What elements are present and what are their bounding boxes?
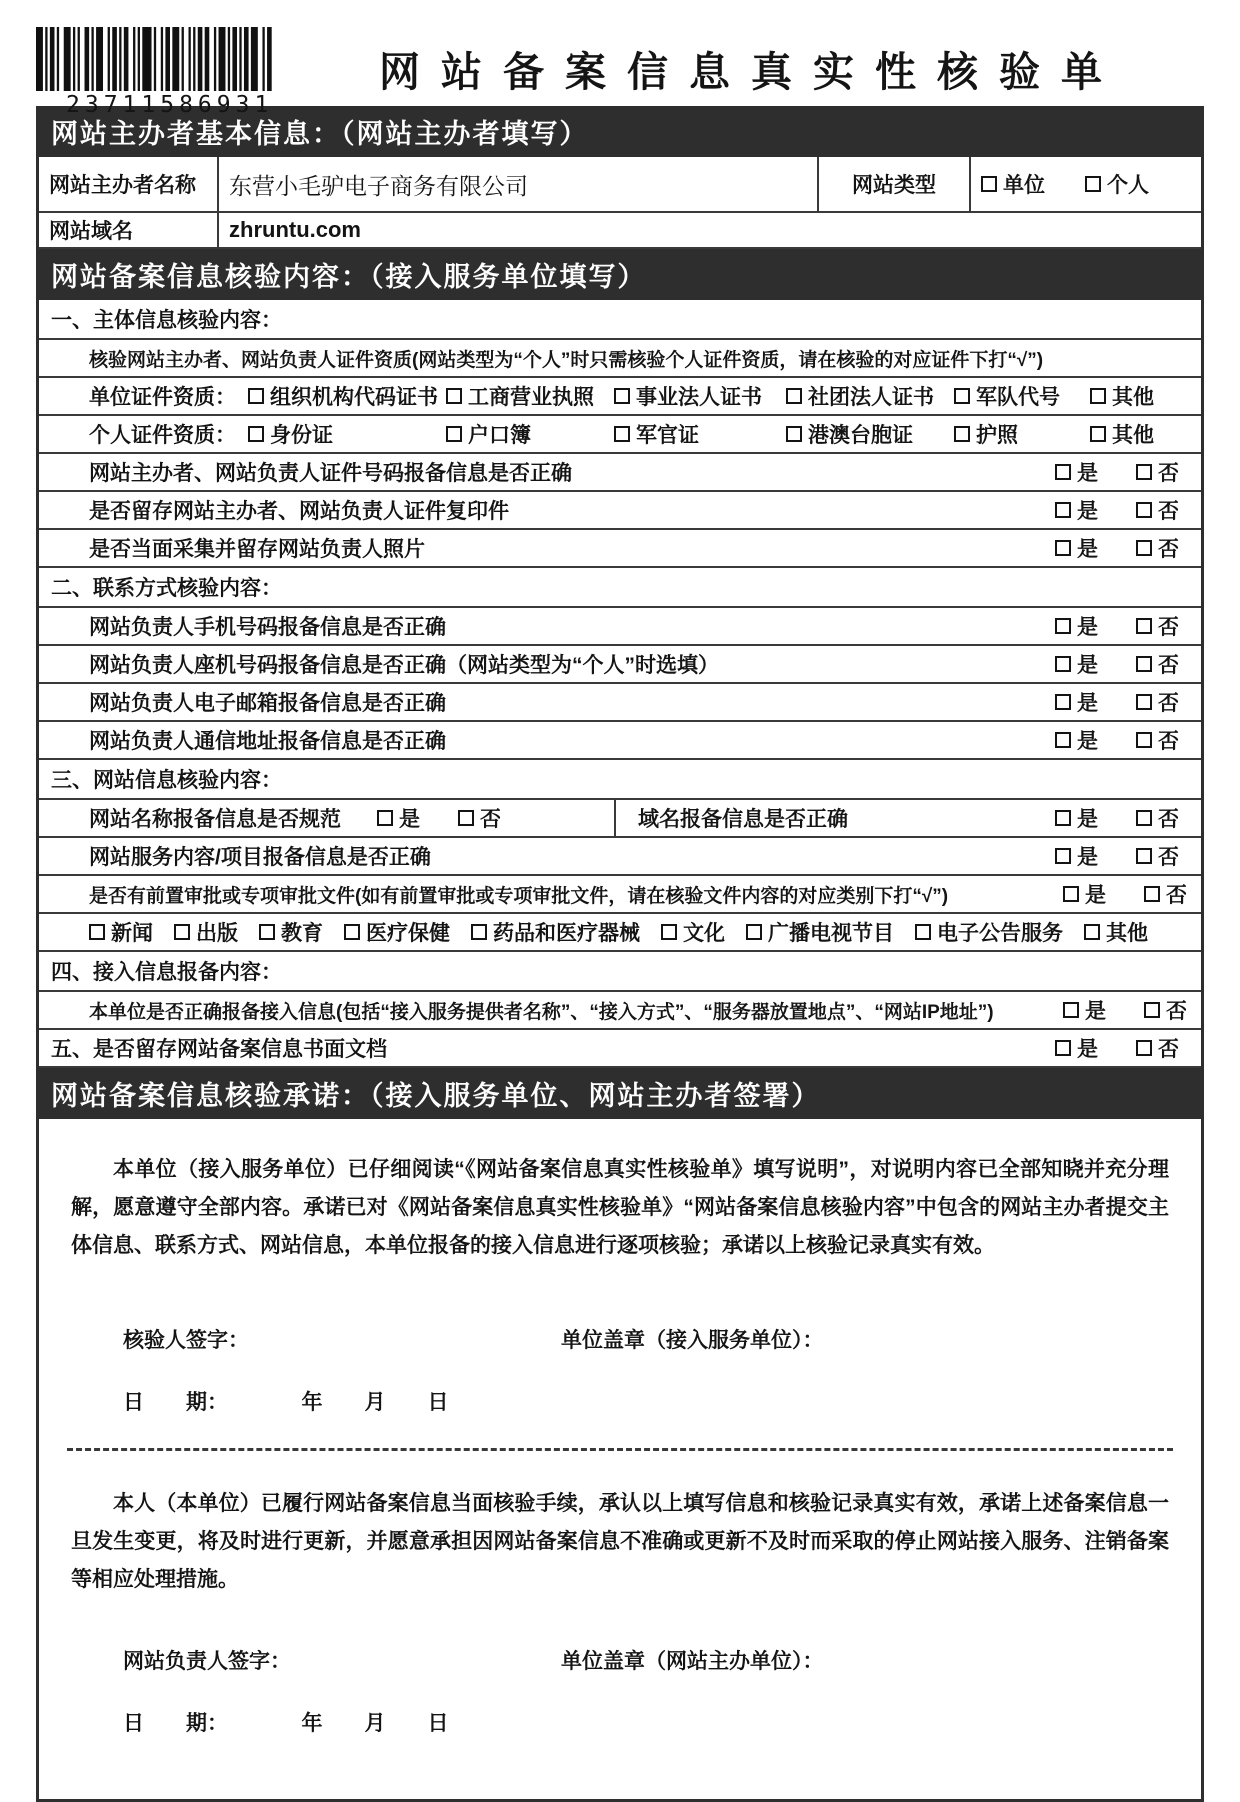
option-label: 新闻 — [111, 922, 153, 945]
section-header-commitment — [39, 1068, 1201, 1119]
option-label: 是 — [1077, 616, 1098, 639]
question-cert-copy: 是否留存网站主办者、网站负责人证件复印件 — [89, 500, 509, 523]
option-label: 其他 — [1106, 922, 1148, 945]
checkbox-option[interactable] — [614, 381, 786, 411]
category-options — [39, 915, 1201, 949]
no-checkbox-option[interactable] — [1144, 995, 1187, 1025]
no-checkbox-option[interactable] — [1136, 841, 1179, 871]
option-label: 否 — [1158, 692, 1179, 715]
checkbox-icon[interactable] — [1090, 426, 1106, 442]
option-label: 是 — [1077, 808, 1098, 831]
no-checkbox-option[interactable] — [1136, 803, 1179, 833]
option-label: 是 — [1077, 538, 1098, 561]
option-label: 军队代号 — [976, 386, 1060, 409]
yes-no-group — [1063, 995, 1201, 1025]
verification-form — [36, 106, 1204, 1802]
site-type-label: 网站类型 — [817, 157, 969, 211]
checkbox-icon[interactable] — [1055, 618, 1071, 634]
option-label: 港澳台胞证 — [808, 424, 913, 447]
option-label: 否 — [1166, 1000, 1187, 1023]
question-service: 网站服务内容/项目报备信息是否正确 — [89, 846, 431, 869]
checkbox-option[interactable] — [786, 419, 954, 449]
row-domain — [39, 213, 1201, 249]
yes-checkbox-option[interactable] — [1055, 533, 1098, 563]
checkbox-icon[interactable] — [1055, 464, 1071, 480]
yes-no-group — [1055, 457, 1201, 487]
yes-checkbox-option[interactable] — [1055, 457, 1098, 487]
option-label: 否 — [1158, 730, 1179, 753]
checkbox-icon[interactable] — [1136, 618, 1152, 634]
commitment-box — [39, 1119, 1201, 1799]
checkbox-icon[interactable] — [1063, 886, 1079, 902]
option-label: 文化 — [683, 922, 725, 945]
cert-note-text: 核验网站主办者、网站负责人证件资质(网站类型为“个人”时只需核验个人证件资质，请在核验的对应证件下打“√”) — [89, 349, 1044, 371]
personal-cert-options — [246, 419, 1201, 449]
yes-checkbox-option[interactable] — [377, 803, 420, 833]
section-header-commitment-text: 网站备案信息核验承诺：（接入服务单位、网站主办者签署） — [51, 1081, 821, 1111]
checkbox-icon[interactable] — [446, 388, 462, 404]
date-line-2: 日 期： 年 月 日 — [123, 1712, 449, 1736]
dashed-divider — [67, 1448, 1173, 1451]
checkbox-option[interactable] — [786, 381, 954, 411]
option-label: 出版 — [196, 922, 238, 945]
checkbox-option[interactable] — [446, 381, 614, 411]
domain-label: 网站域名 — [49, 220, 133, 243]
yes-no-group — [1055, 841, 1201, 871]
section-4-title: 四、接入信息报备内容： — [51, 961, 282, 984]
option-label: 其他 — [1112, 386, 1154, 409]
yes-checkbox-option[interactable] — [1055, 1033, 1098, 1063]
checkbox-icon[interactable] — [1136, 732, 1152, 748]
no-checkbox-option[interactable] — [1136, 1033, 1179, 1063]
checkbox-icon[interactable] — [1136, 502, 1152, 518]
checkbox-icon[interactable] — [1144, 886, 1160, 902]
row-cert-note — [39, 340, 1201, 378]
no-checkbox-option[interactable] — [458, 803, 501, 833]
checkbox-icon[interactable] — [446, 426, 462, 442]
section-header-verify-content — [39, 249, 1201, 300]
yes-no-group — [1055, 687, 1201, 717]
checkbox-icon[interactable] — [1055, 848, 1071, 864]
checkbox-icon[interactable] — [661, 924, 677, 940]
checkbox-icon[interactable] — [1055, 810, 1071, 826]
yes-checkbox-option[interactable] — [1055, 611, 1098, 641]
checkbox-icon[interactable] — [1055, 732, 1071, 748]
checkbox-option[interactable] — [915, 917, 1063, 947]
option-label: 否 — [1158, 616, 1179, 639]
option-label: 是 — [399, 808, 420, 831]
option-label: 单位 — [1003, 174, 1045, 197]
checkbox-icon[interactable] — [248, 388, 264, 404]
checkbox-icon[interactable] — [1085, 176, 1101, 192]
row-section-4-title — [39, 952, 1201, 992]
checkbox-option[interactable] — [1084, 917, 1148, 947]
checkbox-icon[interactable] — [1136, 810, 1152, 826]
option-label: 是 — [1077, 846, 1098, 869]
yes-checkbox-option[interactable] — [1055, 803, 1098, 833]
row-personal-cert — [39, 416, 1201, 454]
checkbox-icon[interactable] — [1136, 848, 1152, 864]
option-label: 否 — [1158, 808, 1179, 831]
option-label: 事业法人证书 — [636, 386, 762, 409]
option-label: 身份证 — [270, 424, 333, 447]
checkbox-icon[interactable] — [89, 924, 105, 940]
option-label: 否 — [1166, 884, 1187, 907]
organizer-seal-label: 单位盖章（网站主办单位）： — [561, 1650, 824, 1674]
section-1-title: 一、主体信息核验内容： — [51, 309, 282, 332]
yes-no-group — [1055, 533, 1201, 563]
yes-checkbox-option[interactable] — [1055, 495, 1098, 525]
option-label: 是 — [1085, 884, 1106, 907]
option-label: 其他 — [1112, 424, 1154, 447]
checkbox-icon[interactable] — [344, 924, 360, 940]
option-label: 组织机构代码证书 — [270, 386, 438, 409]
option-label: 否 — [1158, 462, 1179, 485]
row-mobile-correct — [39, 608, 1201, 646]
checkbox-icon[interactable] — [954, 388, 970, 404]
checkbox-option[interactable] — [614, 419, 786, 449]
checkbox-icon[interactable] — [786, 388, 802, 404]
checkbox-option[interactable] — [174, 917, 238, 947]
yes-no-group — [1063, 879, 1201, 909]
option-label: 否 — [1158, 538, 1179, 561]
checkbox-option[interactable] — [954, 381, 1090, 411]
yes-no-group — [1055, 495, 1201, 525]
option-label: 否 — [1158, 846, 1179, 869]
checkbox-option[interactable] — [259, 917, 323, 947]
site-type-options — [969, 157, 1201, 211]
yes-no-group — [377, 803, 529, 833]
yes-checkbox-option[interactable] — [1063, 879, 1106, 909]
question-email: 网站负责人电子邮箱报备信息是否正确 — [89, 692, 446, 715]
domain-value: zhruntu.com — [217, 213, 1201, 247]
row-section-2-title — [39, 568, 1201, 608]
checkbox-icon[interactable] — [377, 810, 393, 826]
date-line-1: 日 期： 年 月 日 — [123, 1390, 449, 1414]
option-label: 是 — [1077, 500, 1098, 523]
option-label: 个人 — [1107, 174, 1149, 197]
checkbox-option[interactable] — [248, 381, 446, 411]
checkbox-icon[interactable] — [471, 924, 487, 940]
yes-checkbox-option[interactable] — [1063, 995, 1106, 1025]
unit-cert-options — [246, 381, 1201, 411]
question-mobile: 网站负责人手机号码报备信息是否正确 — [89, 616, 446, 639]
checkbox-icon[interactable] — [614, 388, 630, 404]
site-manager-signature-label: 网站负责人签字： — [123, 1650, 291, 1674]
row-category-options — [39, 914, 1201, 952]
checkbox-icon[interactable] — [1084, 924, 1100, 940]
checkbox-icon[interactable] — [1055, 656, 1071, 672]
checkbox-option[interactable] — [661, 917, 725, 947]
barcode — [36, 27, 274, 91]
checkbox-option[interactable] — [1090, 419, 1154, 449]
yes-checkbox-option[interactable] — [1055, 687, 1098, 717]
no-checkbox-option[interactable] — [1136, 687, 1179, 717]
checkbox-icon[interactable] — [614, 426, 630, 442]
domain-ok-half — [616, 803, 1201, 833]
question-landline: 网站负责人座机号码报备信息是否正确（网站类型为“个人”时选填） — [89, 654, 719, 677]
checkbox-icon[interactable] — [458, 810, 474, 826]
option-label: 否 — [1158, 654, 1179, 677]
row-site-name-and-domain — [39, 800, 1201, 838]
signature-row-2 — [65, 1645, 1175, 1675]
section-header-basic-info-text: 网站主办者基本信息：（网站主办者填写） — [51, 119, 589, 149]
checkbox-icon[interactable] — [1136, 464, 1152, 480]
checkbox-icon[interactable] — [981, 176, 997, 192]
section-header-basic-info — [39, 106, 1201, 157]
checkbox-icon[interactable] — [1055, 502, 1071, 518]
question-photo: 是否当面采集并留存网站负责人照片 — [89, 538, 425, 561]
option-label: 否 — [480, 808, 501, 831]
checkbox-icon[interactable] — [1063, 1002, 1079, 1018]
question-site-name: 网站名称报备信息是否规范 — [89, 808, 341, 831]
checkbox-icon[interactable] — [1136, 540, 1152, 556]
row-organizer-name — [39, 157, 1201, 213]
checkbox-option[interactable] — [1085, 169, 1149, 199]
checkbox-icon[interactable] — [786, 426, 802, 442]
option-label: 是 — [1085, 1000, 1106, 1023]
signature-row-1 — [65, 1324, 1175, 1354]
checkbox-icon[interactable] — [915, 924, 931, 940]
question-cert-number: 网站主办者、网站负责人证件号码报备信息是否正确 — [89, 462, 572, 485]
row-photo-collected — [39, 530, 1201, 568]
barcode-number: 23711586931 — [66, 92, 274, 118]
option-label: 教育 — [281, 922, 323, 945]
yes-no-group — [1055, 803, 1201, 833]
question-domain-ok: 域名报备信息是否正确 — [638, 808, 848, 831]
row-access-info — [39, 992, 1201, 1030]
checkbox-option[interactable] — [1090, 381, 1154, 411]
no-checkbox-option[interactable] — [1136, 495, 1179, 525]
checkbox-icon[interactable] — [1136, 656, 1152, 672]
organizer-name-label: 网站主办者名称 — [49, 174, 196, 197]
option-label: 是 — [1077, 1038, 1098, 1061]
section-5-title: 五、是否留存网站备案信息书面文档 — [51, 1038, 387, 1061]
row-address-correct — [39, 722, 1201, 760]
option-label: 是 — [1077, 462, 1098, 485]
no-checkbox-option[interactable] — [1136, 533, 1179, 563]
checkbox-icon[interactable] — [1055, 540, 1071, 556]
question-access: 本单位是否正确报备接入信息(包括“接入服务提供者名称”、“接入方式”、“服务器放置地点”、“网站IP地址”) — [89, 1001, 994, 1023]
checkbox-icon[interactable] — [1055, 694, 1071, 710]
commitment-paragraph-1: 本单位（接入服务单位）已仔细阅读“《网站备案信息真实性核验单》填写说明”，对说明内容已全部知晓并充分理解，愿意遵守全部内容。承诺已对《网站备案信息真实性核验单》“网站备案信息核验内容”中包含的网站主办者提交主体信息、联系方式、网站信息，本单位报备的接入信息进行逐项核验；承诺以上核验记录真实有效。 — [71, 1158, 1169, 1258]
page-header — [36, 0, 1204, 118]
no-checkbox-option[interactable] — [1136, 611, 1179, 641]
yes-checkbox-option[interactable] — [1055, 725, 1098, 755]
row-preapproval — [39, 876, 1201, 914]
row-email-correct — [39, 684, 1201, 722]
option-label: 是 — [1077, 730, 1098, 753]
organizer-name-value: 东营小毛驴电子商务有限公司 — [217, 157, 817, 211]
page-title: 网站备案信息真实性核验单 — [379, 49, 1123, 95]
option-label: 是 — [1077, 692, 1098, 715]
no-checkbox-option[interactable] — [1136, 725, 1179, 755]
row-unit-cert — [39, 378, 1201, 416]
row-section-3-title — [39, 760, 1201, 800]
checkbox-option[interactable] — [344, 917, 450, 947]
access-provider-seal-label: 单位盖章（接入服务单位）： — [561, 1328, 824, 1352]
checkbox-option[interactable] — [446, 419, 614, 449]
question-address: 网站负责人通信地址报备信息是否正确 — [89, 730, 446, 753]
no-checkbox-option[interactable] — [1136, 649, 1179, 679]
no-checkbox-option[interactable] — [1144, 879, 1187, 909]
unit-cert-label: 单位证件资质： — [89, 386, 236, 409]
checkbox-option[interactable] — [954, 419, 1090, 449]
option-label: 护照 — [976, 424, 1018, 447]
yes-no-group — [1055, 1033, 1201, 1063]
checkbox-icon[interactable] — [174, 924, 190, 940]
verifier-signature-label: 核验人签字： — [123, 1328, 249, 1352]
option-label: 药品和医疗器械 — [493, 922, 640, 945]
checkbox-option[interactable] — [89, 917, 153, 947]
site-name-half — [39, 800, 616, 836]
yes-checkbox-option[interactable] — [1055, 841, 1098, 871]
commitment-paragraph-2: 本人（本单位）已履行网站备案信息当面核验手续，承认以上填写信息和核验记录真实有效，承诺上述备案信息一旦发生变更，将及时进行更新，并愿意承担因网站备案信息不准确或更新不及时而采取的停止网站接入服务、注销备案等相应处理措施。 — [71, 1491, 1169, 1592]
barcode-block — [36, 27, 298, 118]
option-label: 工商营业执照 — [468, 386, 594, 409]
option-label: 否 — [1158, 500, 1179, 523]
option-label: 军官证 — [636, 424, 699, 447]
row-section-5-title — [39, 1030, 1201, 1068]
checkbox-icon[interactable] — [248, 426, 264, 442]
option-label: 社团法人证书 — [808, 386, 934, 409]
checkbox-option[interactable] — [248, 419, 446, 449]
option-label: 电子公告服务 — [937, 922, 1063, 945]
yes-checkbox-option[interactable] — [1055, 649, 1098, 679]
option-label: 否 — [1158, 1038, 1179, 1061]
no-checkbox-option[interactable] — [1136, 457, 1179, 487]
row-cert-copy-kept — [39, 492, 1201, 530]
row-service-correct — [39, 838, 1201, 876]
checkbox-icon[interactable] — [954, 426, 970, 442]
checkbox-icon[interactable] — [259, 924, 275, 940]
question-preapproval: 是否有前置审批或专项审批文件(如有前置审批或专项审批文件，请在核验文件内容的对应类别下打“√”) — [89, 885, 949, 907]
yes-no-group — [1055, 611, 1201, 641]
checkbox-icon[interactable] — [1136, 694, 1152, 710]
option-label: 是 — [1077, 654, 1098, 677]
personal-cert-label: 个人证件资质： — [89, 424, 236, 447]
option-label: 广播电视节目 — [768, 922, 894, 945]
row-cert-number-correct — [39, 454, 1201, 492]
row-section-1-title — [39, 300, 1201, 340]
yes-no-group — [1055, 725, 1201, 755]
checkbox-option[interactable] — [981, 169, 1045, 199]
yes-no-group — [1055, 649, 1201, 679]
row-landline-correct — [39, 646, 1201, 684]
section-header-verify-content-text: 网站备案信息核验内容：（接入服务单位填写） — [51, 262, 647, 292]
checkbox-icon[interactable] — [1136, 1040, 1152, 1056]
checkbox-icon[interactable] — [1090, 388, 1106, 404]
checkbox-option[interactable] — [746, 917, 894, 947]
section-3-title: 三、网站信息核验内容： — [51, 769, 282, 792]
section-2-title: 二、联系方式核验内容： — [51, 577, 282, 600]
option-label: 户口簿 — [468, 424, 531, 447]
checkbox-icon[interactable] — [1055, 1040, 1071, 1056]
checkbox-option[interactable] — [471, 917, 640, 947]
checkbox-icon[interactable] — [1144, 1002, 1160, 1018]
option-label: 医疗保健 — [366, 922, 450, 945]
checkbox-icon[interactable] — [746, 924, 762, 940]
